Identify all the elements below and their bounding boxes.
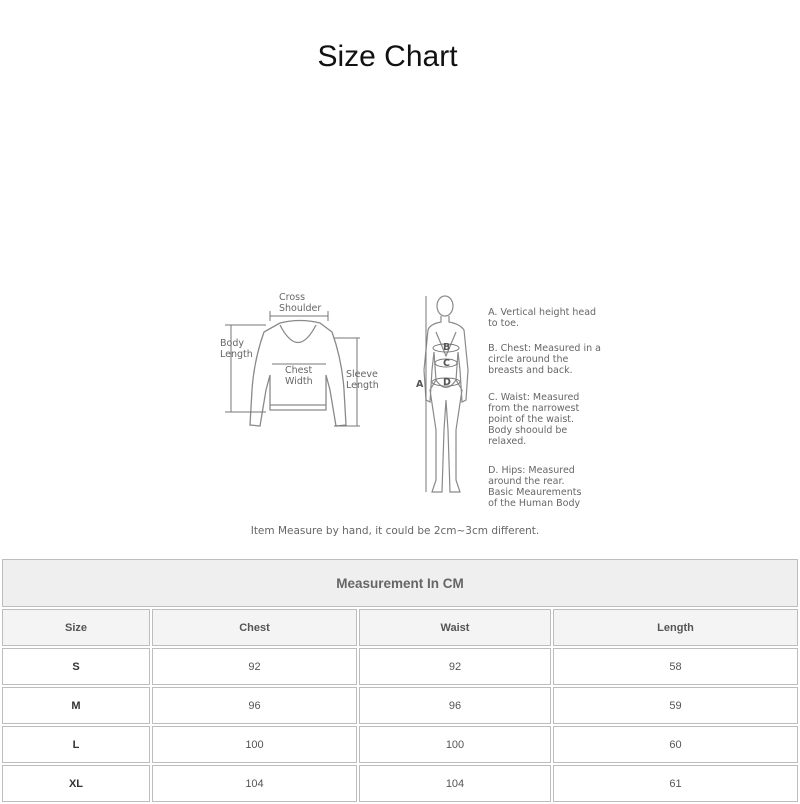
marker-b: B [443,342,451,353]
chest-cell: 104 [152,765,357,802]
sleeve-length-label: Sleeve Length [346,369,379,391]
size-cell: XL [2,765,150,802]
table-caption-row [2,559,798,607]
legend-c: C. Waist: Measured from the narrowest point of the waist. Body shoould be relaxed. [476,392,580,447]
waist-cell: 92 [359,648,551,685]
table-caption: Measurement In CM [2,559,798,607]
chest-cell: 100 [152,726,357,763]
table-row [2,648,798,685]
legend-b: B. Chest: Measured in a circle around the breasts and back. [476,343,601,376]
marker-a: A [416,379,424,390]
chest-cell: 96 [152,687,357,724]
waist-cell: 100 [359,726,551,763]
marker-d: D [443,377,451,388]
header-size: Size [2,609,150,646]
cross-shoulder-label: Cross Shoulder [279,292,322,314]
measurement-illustration [0,280,800,550]
waist-cell: 104 [359,765,551,802]
marker-c: C [443,358,450,369]
size-cell: S [2,648,150,685]
header-chest: Chest [152,609,357,646]
chest-cell: 92 [152,648,357,685]
header-waist: Waist [359,609,551,646]
body-length-label: Body Length [220,338,253,360]
length-cell: 58 [553,648,798,685]
measure-note: Item Measure by hand, it could be 2cm~3cm different. [250,525,540,537]
legend-d: D. Hips: Measured around the rear. Basic Meaurements of the Human Body [476,465,582,509]
waist-cell: 96 [359,687,551,724]
size-cell: L [2,726,150,763]
length-cell: 59 [553,687,798,724]
table-row [2,765,798,802]
header-length: Length [553,609,798,646]
length-cell: 60 [553,726,798,763]
page-title: Size Chart [317,40,458,73]
table-row [2,687,798,724]
human-figure [424,296,468,492]
chest-width-label: Chest Width [285,365,313,387]
legend-a: A. Vertical height head to toe. [476,307,597,329]
length-cell: 61 [553,765,798,802]
measurement-diagram [0,280,800,550]
table-row [2,726,798,763]
size-table [0,557,800,804]
table-header-row [2,609,798,646]
size-cell: M [2,687,150,724]
